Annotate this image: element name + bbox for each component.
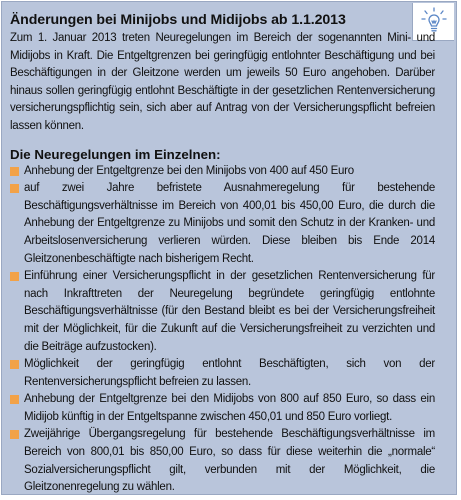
- list-item-text: Anhebung der Entgeltgrenze bei den Midijobs von 800 auf 850 Euro, so dass ein Midijob künftig in der Entgeltspanne zwischen 450,01 und 850 Euro vorliegt.: [24, 393, 435, 423]
- regulation-list: [10, 163, 435, 497]
- list-item: [10, 426, 435, 496]
- list-item: [10, 268, 435, 356]
- list-item-text: Einführung einer Versicherungspflicht in der gesetzlichen Rentenversicherung für nach Inkrafttreten der Neuregelung begründete geringfügig entlohnte Beschäftigungsverhältnisse (für den Bestand bleibt es bei der Versicherungsfreiheit mit der Möglichkeit, für die Zukunft auf die Versicherungsfreiheit zu verzichten und die Beiträge aufzustocken).: [24, 270, 435, 353]
- list-item: [10, 163, 435, 181]
- bullet-square-icon: [10, 360, 19, 369]
- subheading: Die Neuregelungen im Einzelnen:: [10, 146, 221, 162]
- list-item: [10, 356, 435, 391]
- box-title: Änderungen bei Minijobs und Midijobs ab 1.1.2013: [10, 12, 346, 28]
- list-item-text: Anhebung der Entgeltgrenze bei den Minijobs von 400 auf 450 Euro: [24, 164, 354, 177]
- list-item: [10, 180, 435, 268]
- box-content: [10, 11, 435, 497]
- list-item-text: auf zwei Jahre befristete Ausnahmeregelung für bestehende Beschäftigungsverhältnisse im Bereich von 400,01 bis 450,00 Euro, die durch die Anhebung der Entgeltgrenze zu Minijobs und somit den Schutz in der Kranken- und Arbeitslosenversicherung verlieren würden. Diese bleiben bis Ende 2014 Gleitzonenbeschäftigte nach bisherigem Recht.: [24, 182, 435, 265]
- bullet-square-icon: [10, 167, 19, 176]
- bullet-square-icon: [10, 184, 19, 193]
- list-item-text: Zweijährige Übergangsregelung für bestehende Beschäftigungsverhältnisse im Bereich von 800,01 bis 850,00 Euro, so dass für diese weiterhin die „normale“ Sozialversicherungspflicht gilt, verbunden mit der Möglichkeit, die Gleitzonenregelung zu wählen.: [24, 428, 435, 494]
- bullet-square-icon: [10, 430, 19, 439]
- list-item: [10, 391, 435, 426]
- list-item-text: Möglichkeit der geringfügig entlohnt Beschäftigten, sich von der Rentenversicherungspflicht befreien zu lassen.: [24, 358, 435, 388]
- bullet-square-icon: [10, 272, 19, 281]
- bullet-square-icon: [10, 395, 19, 404]
- info-box: [1, 1, 457, 495]
- intro-paragraph: Zum 1. Januar 2013 treten Neuregelungen im Bereich der sogenannten Mini- und Midijobs in Kraft. Die Entgeltgrenzen bei geringfügig entlohnter Beschäftigung und bei Beschäftigungen in der Gleitzone werden um jeweils 50 Euro angehoben. Darüber hinaus sollen geringfügig entlohnt Beschäftigte in der gesetzlichen Rentenversicherung versicherungspflichtig sein, sich aber auf Antrag von der Versicherungspflicht befreien lassen können.: [10, 32, 435, 132]
